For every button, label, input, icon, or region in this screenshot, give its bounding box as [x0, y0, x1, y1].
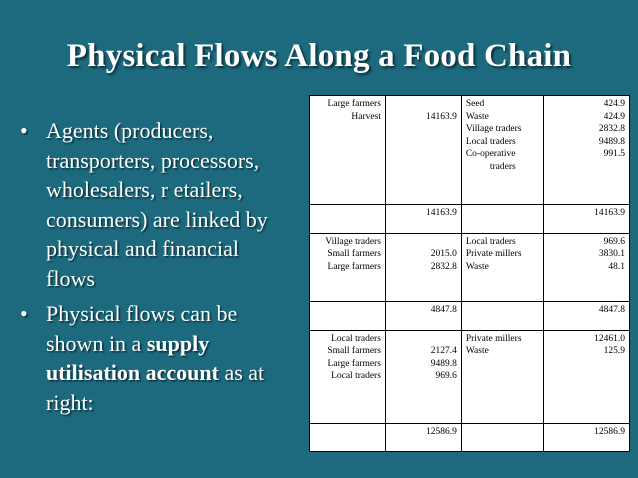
total-left: 4847.8 — [385, 302, 461, 330]
supply-utilisation-table — [309, 95, 630, 452]
bullet-list — [18, 116, 293, 423]
bullet-dot-icon: • — [20, 118, 28, 143]
total-right: 12586.9 — [544, 423, 630, 451]
total-left: 12586.9 — [385, 423, 461, 451]
uses-cell — [461, 233, 543, 302]
table-row — [310, 330, 630, 423]
use-value: 2832.8 — [598, 124, 625, 135]
use-value: 3830.1 — [598, 249, 625, 260]
source-value: 2832.8 — [430, 261, 457, 272]
use-values-cell — [544, 233, 630, 302]
use-value: 424.9 — [603, 111, 625, 122]
bullet-agents-text: Agents (producers, transporters, processors, wholesalers, r etailers, consumers) are linked by physical and financial flows — [46, 118, 268, 291]
use-values-cell — [544, 96, 630, 205]
use-label: Waste — [465, 261, 489, 272]
use-label: traders — [489, 161, 516, 172]
source-value: 14163.9 — [425, 111, 457, 122]
use-label: Local traders — [465, 136, 516, 147]
table-row — [310, 96, 630, 205]
use-value: 125.9 — [603, 346, 625, 357]
table-row-total — [310, 423, 630, 451]
use-value: 969.6 — [603, 236, 625, 247]
source-label: Small farmers — [327, 249, 381, 260]
use-value: 9489.8 — [598, 136, 625, 147]
source-value: 2127.4 — [430, 346, 457, 357]
source-label: Large farmers — [327, 261, 381, 272]
use-label: Waste — [465, 111, 489, 122]
sources-cell — [310, 330, 386, 423]
use-label: Private millers — [465, 249, 522, 260]
total-right: 14163.9 — [544, 205, 630, 233]
source-label: Small farmers — [327, 346, 381, 357]
sources-cell — [310, 233, 386, 302]
use-label: Co-operative — [465, 149, 516, 160]
use-value: 424.9 — [603, 99, 625, 109]
source-label: Village traders — [325, 236, 381, 247]
uses-cell — [461, 96, 543, 205]
source-value: 9489.8 — [430, 358, 457, 369]
bullet-agents — [18, 116, 293, 293]
bullet-physical-flows-bold: supply utilisation account — [46, 330, 219, 385]
source-label: Large farmers — [327, 358, 381, 369]
slide-title: Physical Flows Along a Food Chain — [66, 38, 572, 74]
uses-cell — [461, 330, 543, 423]
use-label: Village traders — [465, 124, 522, 135]
bullet-physical-flows-post: as at right: — [46, 360, 265, 415]
bullet-physical-flows-pre: Physical flows can be shown in a — [46, 301, 238, 356]
use-label: Private millers — [465, 333, 522, 344]
source-label: Local traders — [331, 333, 381, 344]
table-row-total — [310, 302, 630, 330]
source-value: 2015.0 — [430, 249, 457, 260]
source-value: 969.6 — [435, 371, 457, 382]
use-label: Local traders — [465, 236, 516, 247]
sources-cell — [310, 96, 386, 205]
use-values-cell — [544, 330, 630, 423]
source-label: Local traders — [331, 371, 381, 382]
total-right: 4847.8 — [544, 302, 630, 330]
use-value: 48.1 — [608, 261, 625, 272]
use-label: Seed — [465, 99, 485, 109]
bullet-physical-flows — [18, 299, 293, 417]
source-label: Large farmers — [327, 99, 381, 109]
total-left: 14163.9 — [385, 205, 461, 233]
source-values-cell — [385, 96, 461, 205]
table-row-total — [310, 205, 630, 233]
bullet-dot-icon: • — [20, 301, 28, 326]
table-row — [310, 233, 630, 302]
source-label: Harvest — [351, 111, 381, 122]
use-label: Waste — [465, 346, 489, 357]
use-value: 991.5 — [603, 149, 625, 160]
source-values-cell — [385, 330, 461, 423]
use-value: 12461.0 — [594, 333, 625, 344]
source-values-cell — [385, 233, 461, 302]
